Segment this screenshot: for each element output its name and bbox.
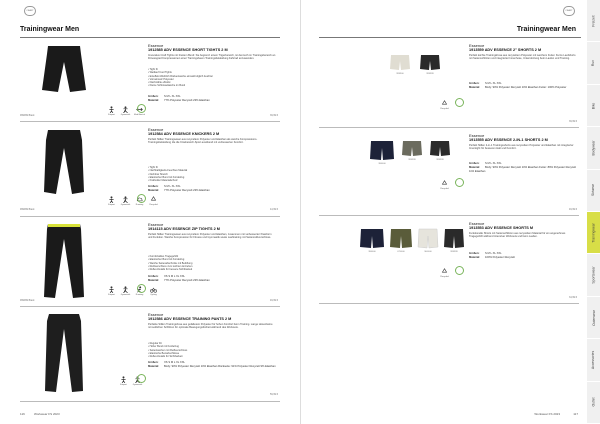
feature-item: • Dehnbar Stretch [148, 173, 274, 176]
feature-item: • Komfortables Tragegefühl [148, 255, 274, 258]
feature-item: • Reflex-Details für Sichtbarkeit [148, 355, 274, 358]
gym-icon: Gymnastik [132, 376, 143, 386]
activity-icons [439, 268, 450, 278]
product-description: Perfekt Stillen Trainingswear aus recyceltem Polyester und Elasthan als weiche Kompressions-Trainingsbekleidung die die Kniebereich-Sport ausübend mit verbesserten Komfort. [148, 138, 258, 145]
training-pants-image [20, 311, 108, 395]
color-swatch: 396000 [359, 228, 385, 253]
feature-list [148, 342, 274, 358]
eco-badge-icon [137, 104, 146, 113]
fitness-icon: Fitsport [118, 376, 129, 386]
color-code: 999999 Black [20, 208, 35, 211]
product-price: 39,99 € [270, 114, 278, 117]
product-category: Essence [469, 221, 485, 226]
tab-skiwear[interactable]: Skiwear [587, 170, 600, 212]
spec-sizes: Größen: S M L XL XXL [469, 252, 502, 255]
product-name: 1913555 ADV ESSENCE 2-IN-1 SHORTS 2 M [469, 138, 548, 142]
product-2in-shorts [319, 40, 579, 128]
feature-item: • Seitentaschen mit Reißverschluss [148, 349, 274, 352]
color-swatch: 999999 [443, 228, 465, 253]
page-number: 117 [573, 412, 578, 416]
product-category: Essence [148, 43, 164, 48]
feature-list [148, 255, 274, 271]
feature-item: • Weitlauf Cool Tights [148, 71, 274, 74]
recycle-icon: Recycled [148, 196, 159, 206]
color-code: 999999 Black [20, 114, 35, 117]
feature-item: • Tight fit [148, 166, 274, 169]
fitness-icon: Fitsport [106, 286, 117, 296]
product-name: 1912586 ADV ESSENCE TRAINING PANTS 2 M [148, 317, 232, 321]
page-number: 116 [20, 412, 25, 416]
eco-badge-icon [137, 374, 146, 383]
running-icon: Running [134, 286, 145, 296]
feature-item: • Hoher Bund mit Kordelzug [148, 345, 274, 348]
feature-item: • Vorneinsatz Polyester [148, 78, 274, 81]
fitness-icon: Fitsport [106, 106, 117, 116]
color-swatch: 900000 [417, 228, 439, 253]
product-name: 1913553 ADV ESSENCE SHORTS M [469, 226, 534, 230]
product-category: Essence [469, 133, 485, 138]
color-swatch: 999999 [429, 140, 451, 161]
product-name: 1914115 ADV ESSENCE ZIP TIGHTS 2 M [148, 227, 220, 231]
spec-material: Material: 77% Polyester Recycelt 23% Elasthan [148, 99, 210, 102]
spec-sizes: Größen: XS S M L XL XXL [148, 361, 186, 364]
product-essence-shorts [319, 218, 579, 304]
recycle-icon: Recycled [439, 100, 450, 110]
product-category: Essence [469, 43, 485, 48]
feature-item: • Tight fit [148, 68, 274, 71]
product-price: 59,99 € [270, 393, 278, 396]
gym-icon: Gymnastik [120, 106, 131, 116]
feature-item: • Reißverschluss zum leichten Anziehen [148, 265, 274, 268]
tab-trainingwear[interactable]: Trainingwear [587, 212, 600, 254]
spec-sizes: Größen: S M L XL XXL [148, 185, 181, 188]
activity-icons [106, 286, 159, 296]
feature-list [148, 68, 274, 88]
eco-badge-icon [137, 284, 146, 293]
spec-sizes: Größen: S M L XL XXL [469, 162, 502, 165]
section-tabs [587, 0, 600, 424]
gym-icon: Gymnastik [120, 196, 131, 206]
craft-logo: CRAFT [563, 6, 575, 16]
spec-sizes: Größen: S M L XL XXL [148, 95, 181, 98]
stretch-icon: Mod-Stretch [134, 106, 145, 116]
product-name: 1912585 ADV ESSENCE SHORT TIGHTS 2 M [148, 48, 228, 52]
color-swatch: 396000 [369, 140, 395, 165]
product-zip-tights [20, 219, 280, 307]
color-swatch: 999999 [419, 54, 441, 75]
knickers-image [20, 126, 108, 206]
tab-freizeit[interactable]: Freizeit [587, 0, 600, 42]
spec-sizes: Größen: XS S M L XL XXL [148, 275, 186, 278]
tab-bodywear[interactable]: Bodywear [587, 127, 600, 169]
color-code: 999999 Black [20, 299, 35, 302]
product-category: Essence [148, 222, 164, 227]
catalog-name: Workwear FS 2023 [34, 412, 60, 416]
feature-item: • Kraftvoller Materialschutz [148, 179, 274, 182]
tab-sportswear[interactable]: Sportswear [587, 254, 600, 296]
product-category: Essence [148, 312, 164, 317]
recycle-icon: Recycled [439, 180, 450, 190]
feature-list [148, 166, 274, 182]
product-knickers [20, 124, 280, 217]
short-tights-image [20, 42, 108, 114]
eco-badge-icon [137, 194, 146, 203]
zip-tights-image [20, 221, 108, 301]
feature-item: • Kleine Schlüsseltasche im Bund [148, 84, 274, 87]
catalog-name: Workwear FS 2023 [534, 412, 560, 416]
tab-bike[interactable]: Bike [587, 85, 600, 127]
title-divider [20, 37, 280, 38]
product-description: Innovative Craft Tights mit breitem Bund: Sie begrenzt einem Trigerbereich, ist dennoch im Trainingsbereich an Fitnessgrad Kompressionen einer Trainingsbaum Trainingsbekleidung Fahrrad anzuwenden. [148, 54, 276, 61]
spec-material: Material: Body: 90% Polyester Recycelt 10% Elasthan Futter: 89% Polyester Recycelt 11% Elasthan [469, 166, 576, 173]
feature-item: • Elastische Beinabschlüsse [148, 352, 274, 355]
product-2in1-shorts [319, 130, 579, 216]
product-description: Perfekte Stillen Trainingshose aus gefaltetem Polyester für hohen Komfort beim Training. Lange Hosenbeine mit seitlichen Schlitzen für optimale Bewegungsfreiheit während des Workouts. [148, 323, 273, 330]
feature-item: • Reflex-Details für bessere Sichtbarkeit [148, 268, 274, 271]
product-description: Perfekt Stillen Trainingswear aus recyceltem Polyester und Elasthan, zusammen mit verbesserter Passform und Funktion. Weiche Kompression für Fitness und Gymnastik sowie Lauftraining mit Seitenreißverschluss. [148, 233, 272, 240]
tab-run[interactable]: Run [587, 42, 600, 84]
cloud-icon: Running [134, 196, 145, 206]
page-title: Trainingwear Men [516, 26, 576, 33]
feature-item: • Weiche Seitenabschnitte mit Belüftung [148, 262, 274, 265]
feature-item: • Regular Fit [148, 342, 274, 345]
cycling-icon: Cycling [148, 286, 159, 296]
product-price: 44,99 € [270, 208, 278, 211]
feature-item: • Elastischer Bund mit Kordelzug [148, 176, 274, 179]
eco-badge-icon [455, 98, 464, 107]
tab-accessories[interactable]: Accessories [587, 339, 600, 381]
product-name: 1912584 ADV ESSENCE KNICKERS 2 M [148, 132, 220, 136]
title-divider [319, 37, 581, 38]
product-description: Perfekt leichte Trainingshose aus recyceltem Polyester mit weichem Futter. Kurze Laufshorts mit Seitenschlitzen und integrierter Innenhose, Unterstützung beim Laufen und Training. [469, 54, 576, 61]
eco-badge-icon [455, 178, 464, 187]
feature-item: • Nachhaltigkeits-Feuchtes Material [148, 169, 274, 172]
product-name: 1913559 ADV ESSENCE 2" SHORTS 2 M [469, 48, 542, 52]
spec-material: Material: 77% Polyester Recycelt 23% Elasthan [148, 189, 210, 192]
product-price: 49,99 € [569, 208, 577, 211]
right-page [300, 0, 600, 424]
activity-icons [439, 180, 450, 190]
recycle-icon: Recycled [439, 268, 450, 278]
product-price: 39,99 € [569, 120, 577, 123]
feature-item: • Enteffekt Weiblich Rückentasche einsatzmöglich feuchter [148, 75, 274, 78]
page-title: Trainingwear Men [20, 26, 80, 33]
product-short-tights [20, 40, 280, 122]
tab-outlet[interactable]: Outlet [587, 382, 600, 424]
feature-item: • Elastischer Bund mit Kordelzug [148, 258, 274, 261]
gym-icon: Gymnastik [120, 286, 131, 296]
activity-icons [439, 100, 450, 110]
spec-material: Material: 100% Polyester Recycelt [469, 256, 515, 259]
color-swatch: 999999 [401, 140, 423, 161]
feature-item: • Flachnähte effektiv [148, 81, 274, 84]
product-description: Perfekt Stillen 2-in-1 Trainingsshorts aus recyceltem Polyester und Elasthan mit integrierter Innentight für besseren Halt und Komfort. [469, 144, 574, 151]
eco-badge-icon [455, 266, 464, 275]
tab-outerwear[interactable]: Outerwear [587, 297, 600, 339]
craft-logo: CRAFT [24, 6, 36, 16]
color-swatch: 999900 [389, 54, 411, 75]
spec-material: Material: Body: 90% Polyester Recycelt 10% Elasthan Futter: 100% Polyester [469, 86, 567, 89]
spec-material: Material: 77% Polyester Recycelt 23% Elasthan [148, 279, 210, 282]
product-price: 34,99 € [569, 296, 577, 299]
color-swatch: 675000 [389, 228, 413, 253]
fitness-icon: Fitsport [106, 196, 117, 206]
spec-sizes: Größen: S M L XL XXL [469, 82, 502, 85]
spec-material: Material: Body: 90% Polyester Recycelt 10% Elasthan Rückseite: 91% Polyester Recycelt 9% Elasthan [148, 365, 276, 368]
product-training-pants [20, 309, 280, 402]
product-price: 49,99 € [270, 299, 278, 302]
product-category: Essence [148, 127, 164, 132]
activity-icons [106, 196, 159, 206]
product-description: Funktionelle Shorts mit Seitenschlitzen aus recyceltem Material für ein angenehmes Tragegefühl während intensiver Workouts und beim Laufen. [469, 232, 566, 239]
